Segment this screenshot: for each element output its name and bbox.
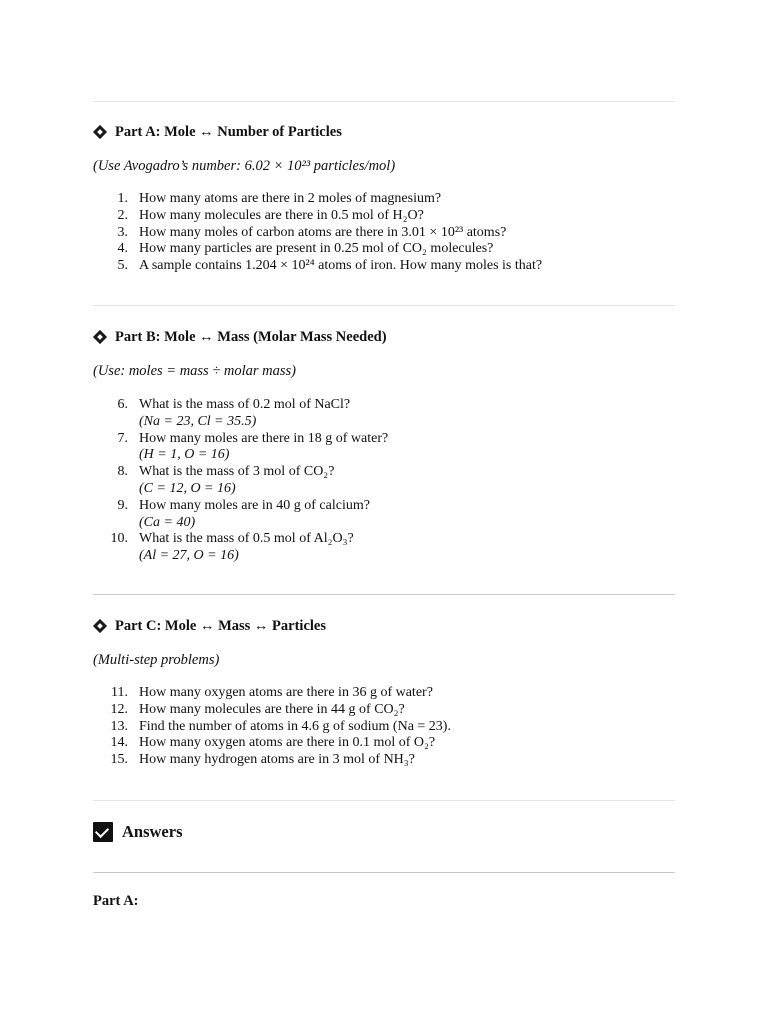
question-item <box>93 397 388 431</box>
question-item <box>93 702 451 719</box>
question-number: 12. <box>110 701 128 717</box>
part-a-questions <box>93 191 542 275</box>
question-item <box>93 752 451 769</box>
question-text: How many particles are present in 0.25 mol of CO₂ molecules? <box>139 241 494 257</box>
question-text: How many hydrogen atoms are in 3 mol of NH₃? <box>139 752 415 768</box>
question-item <box>93 258 542 275</box>
answers-part-a-label: Part A: <box>93 893 139 909</box>
question-item <box>93 464 388 498</box>
question-text: How many oxygen atoms are there in 0.1 mol of O₂? <box>139 735 436 751</box>
answers-title: Answers <box>122 822 183 841</box>
question-text: How many moles are there in 18 g of water? <box>139 430 389 446</box>
question-number: 10. <box>110 531 128 547</box>
question-item <box>93 431 388 465</box>
part-a-note: (Use Avogadro’s number: 6.02 × 10²³ particles/mol) <box>93 158 396 174</box>
part-b-questions <box>93 397 388 565</box>
part-a-heading <box>93 123 342 141</box>
diamond-bullet-icon <box>93 619 108 634</box>
question-item <box>93 241 542 258</box>
question-number: 14. <box>110 735 128 751</box>
question-text: How many molecules are there in 44 g of CO₂? <box>139 701 405 717</box>
question-hint: (Al = 27, O = 16) <box>139 548 239 564</box>
question-item <box>93 498 388 532</box>
question-text: How many moles are in 40 g of calcium? <box>139 497 370 513</box>
question-text: How many moles of carbon atoms are there in 3.01 × 10²³ atoms? <box>139 224 507 240</box>
question-number: 3. <box>117 224 128 240</box>
question-text: How many atoms are there in 2 moles of magnesium? <box>139 191 442 206</box>
part-b-title: Part B: Mole ↔ Mass (Molar Mass Needed) <box>115 329 387 345</box>
question-text: How many molecules are there in 0.5 mol of H₂O? <box>139 207 424 223</box>
diamond-bullet-icon <box>93 125 108 140</box>
part-b-heading <box>93 328 387 346</box>
question-number: 9. <box>117 497 128 513</box>
question-hint: (C = 12, O = 16) <box>139 480 236 496</box>
question-number: 4. <box>117 241 128 257</box>
question-number: 7. <box>117 430 128 446</box>
question-number: 6. <box>117 397 128 412</box>
question-number: 8. <box>117 464 128 480</box>
part-a-title: Part A: Mole ↔ Number of Particles <box>115 124 342 140</box>
divider <box>93 800 675 801</box>
part-c-title: Part C: Mole ↔ Mass ↔ Particles <box>115 618 326 634</box>
question-number: 15. <box>110 752 128 768</box>
question-hint: (Na = 23, Cl = 35.5) <box>139 413 257 429</box>
part-b-note: (Use: moles = mass ÷ molar mass) <box>93 363 297 379</box>
question-hint: (H = 1, O = 16) <box>139 447 230 463</box>
question-text: What is the mass of 0.5 mol of Al₂O₃? <box>139 531 354 547</box>
question-item <box>93 735 451 752</box>
question-number: 13. <box>110 718 128 734</box>
question-number: 11. <box>111 685 128 700</box>
question-item <box>93 531 388 565</box>
divider <box>93 872 675 873</box>
divider <box>93 594 675 595</box>
question-hint: (Ca = 40) <box>139 514 196 530</box>
answers-heading <box>93 822 183 842</box>
question-number: 2. <box>117 207 128 223</box>
divider <box>93 101 675 102</box>
question-number: 1. <box>117 191 128 206</box>
question-item <box>93 225 542 242</box>
question-text: Find the number of atoms in 4.6 g of sodium (Na = 23). <box>139 718 451 734</box>
question-item <box>93 685 451 702</box>
checkmark-box-icon <box>93 822 113 842</box>
question-text: A sample contains 1.204 × 10²⁴ atoms of iron. How many moles is that? <box>139 258 543 274</box>
question-number: 5. <box>117 258 128 274</box>
part-c-note: (Multi-step problems) <box>93 652 220 668</box>
question-text: What is the mass of 0.2 mol of NaCl? <box>139 397 351 412</box>
part-c-heading <box>93 617 326 635</box>
question-text: How many oxygen atoms are there in 36 g of water? <box>139 685 433 700</box>
question-text: What is the mass of 3 mol of CO₂? <box>139 464 335 480</box>
question-item <box>93 191 542 208</box>
question-item <box>93 719 451 736</box>
diamond-bullet-icon <box>93 330 108 345</box>
divider <box>93 305 675 306</box>
part-c-questions <box>93 685 451 769</box>
question-item <box>93 208 542 225</box>
